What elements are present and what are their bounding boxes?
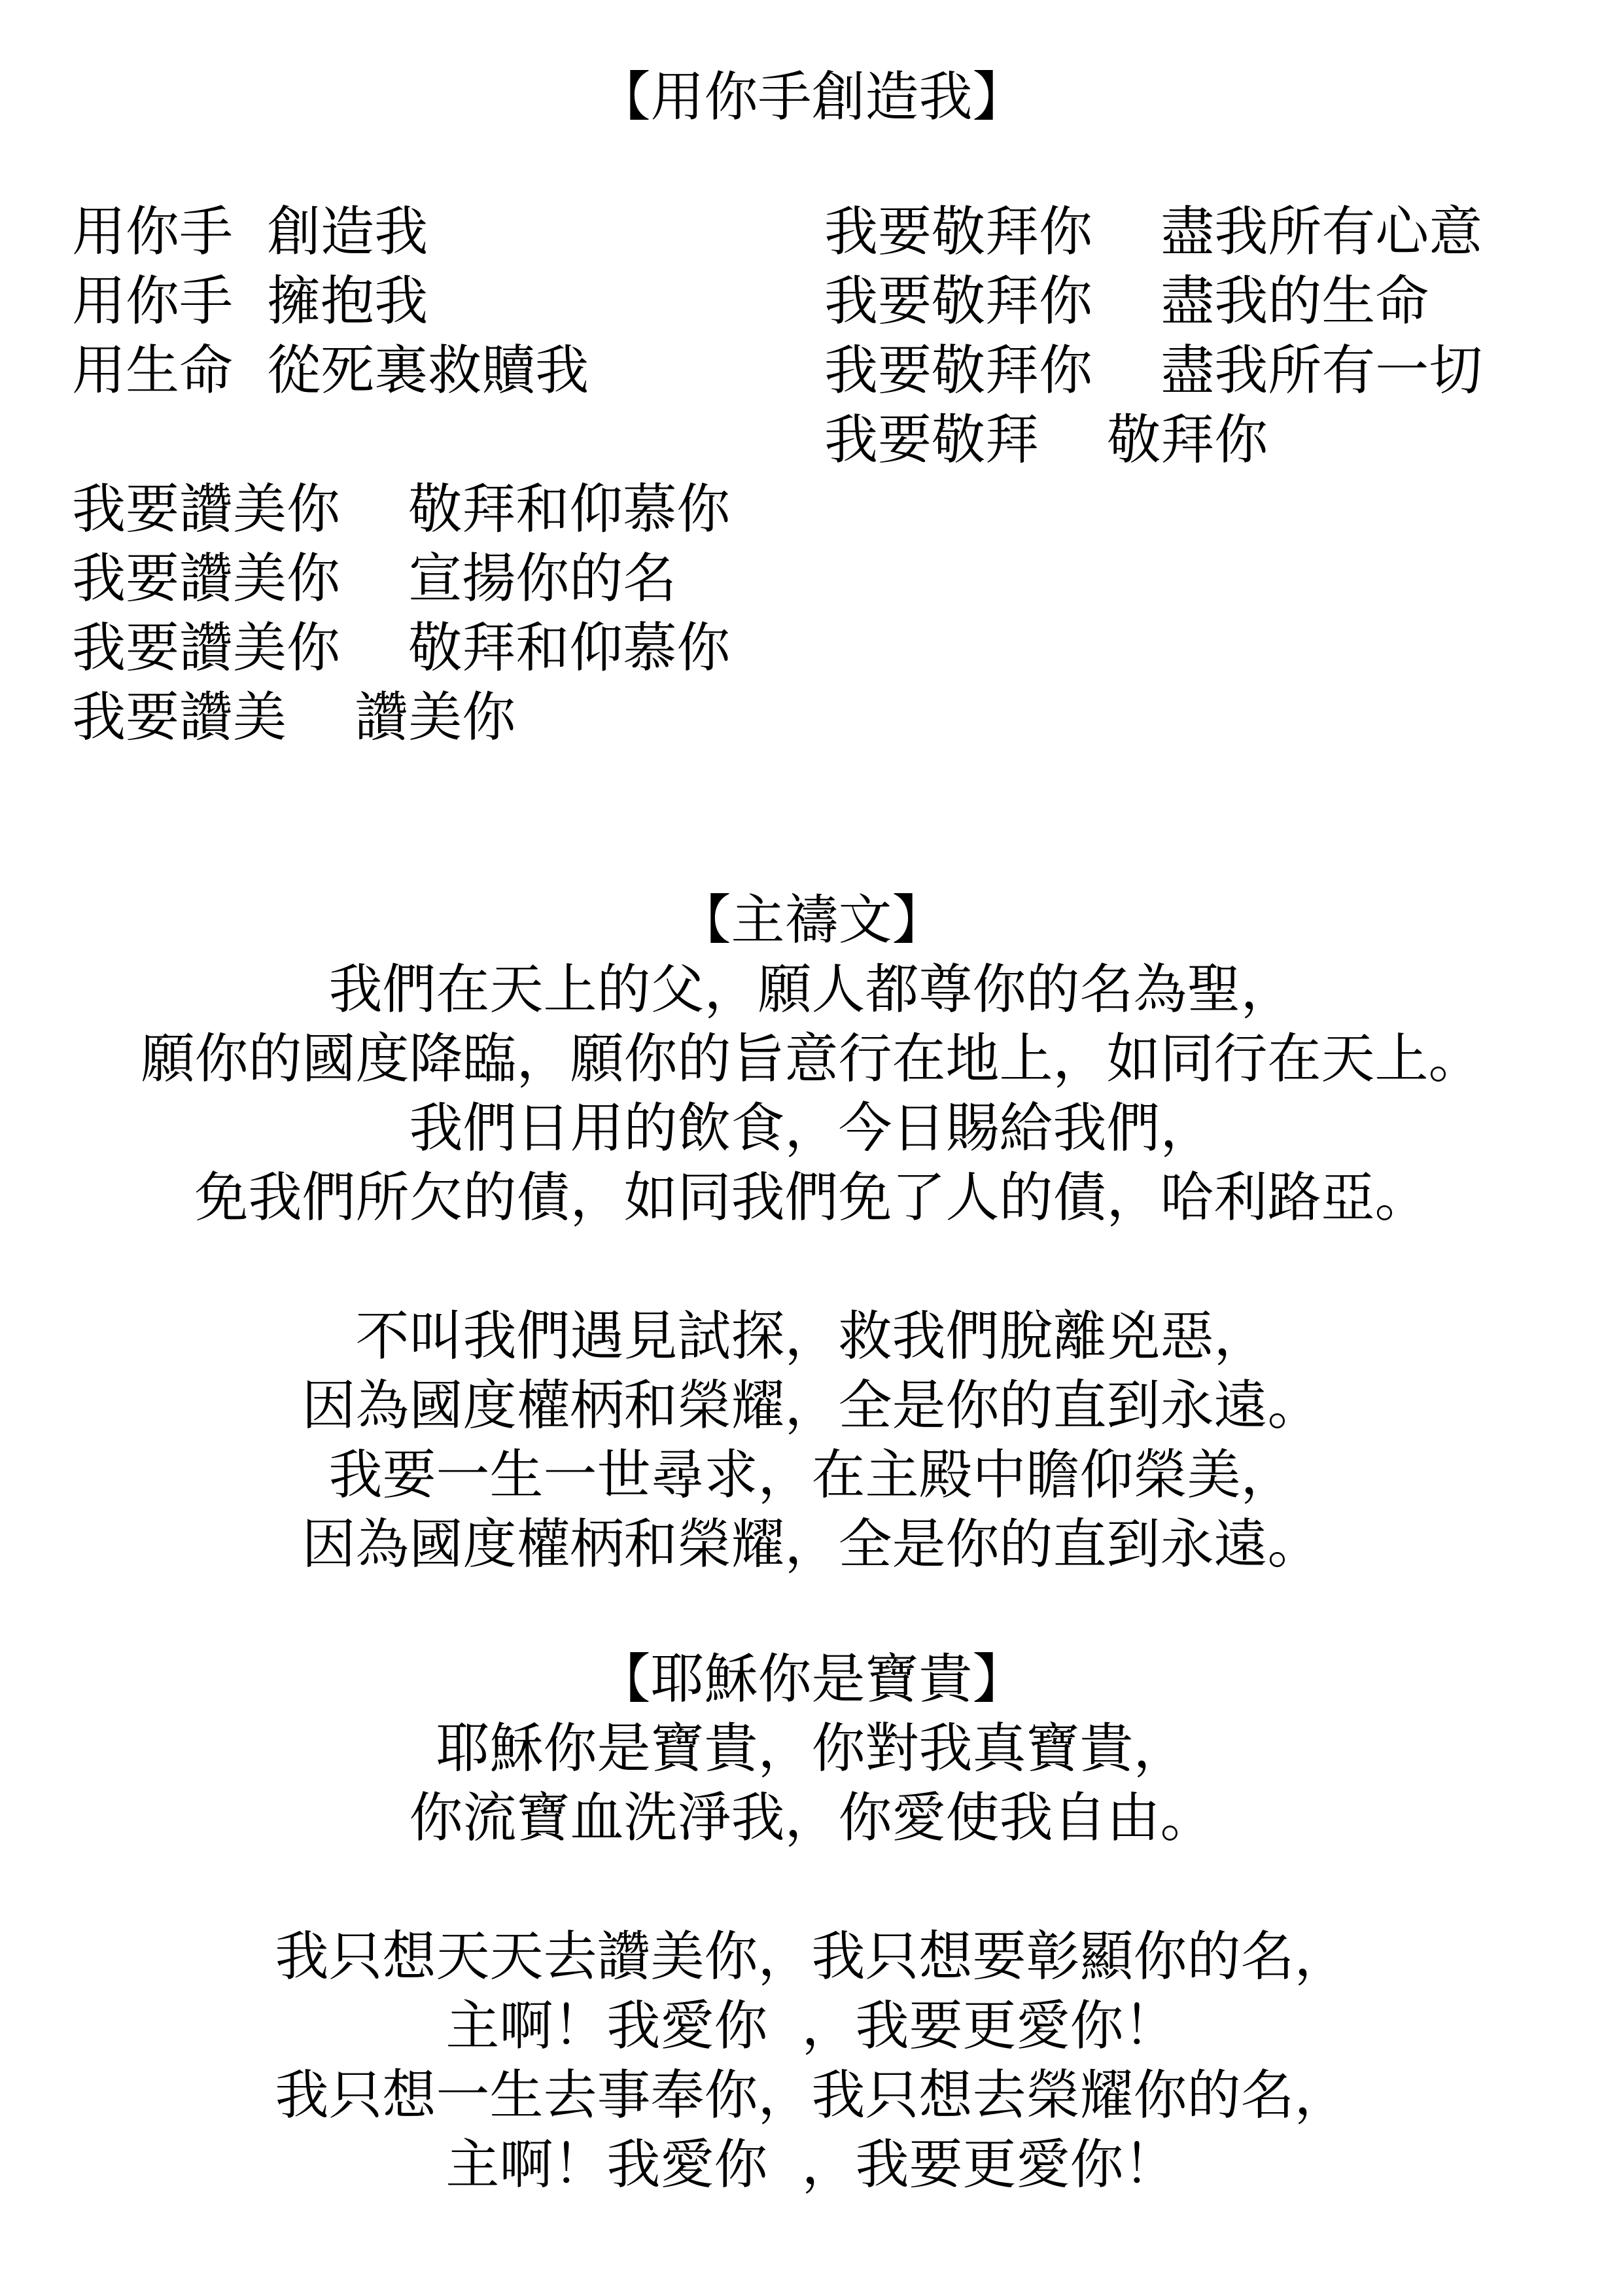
- song1-left-line: 我要讚美你 敬拜和仰慕你: [72, 478, 731, 540]
- song2-line: 免我們所欠的債，如同我們免了人的債，哈利路亞。: [194, 1167, 1429, 1229]
- song1-right-line: 我要敬拜 敬拜你: [824, 409, 1268, 471]
- song1-left-line: 用你手 創造我: [72, 201, 428, 263]
- song1-right-line: 我要敬拜你 盡我所有一切: [824, 340, 1483, 402]
- song3-line: 主啊！我愛你 ，我要更愛你！: [445, 1995, 1178, 2057]
- song3-line: 你流寶血洗淨我，你愛使我自由。: [409, 1787, 1214, 1849]
- song3-line: 我只想天天去讚美你，我只想要彰顯你的名，: [275, 1926, 1348, 1988]
- song2-line: 因為國度權柄和榮耀，全是你的直到永遠。: [302, 1513, 1321, 1576]
- song3-line: 主啊！我愛你 ，我要更愛你！: [445, 2134, 1178, 2196]
- song2-title: 【主禱文】: [677, 889, 946, 951]
- song3-line: 耶穌你是寶貴，你對我真寶貴，: [436, 1718, 1187, 1780]
- song2-line: 我們日用的飲食，今日賜給我們，: [409, 1097, 1214, 1159]
- song2-line: 願你的國度降臨，願你的旨意行在地上，如同行在天上。: [141, 1028, 1482, 1090]
- song2-line: 不叫我們遇見試探，救我們脫離兇惡，: [355, 1305, 1268, 1368]
- song1-left-line: 用生命 從死裏救贖我: [72, 340, 589, 402]
- song2-line: 我們在天上的父，願人都尊你的名為聖，: [328, 959, 1295, 1021]
- song1-left-line: 用你手 擁抱我: [72, 270, 428, 332]
- song2-line: 因為國度權柄和榮耀，全是你的直到永遠。: [302, 1375, 1321, 1437]
- song3-line: 我只想一生去事奉你，我只想去榮耀你的名，: [275, 2064, 1348, 2127]
- song1-right-line: 我要敬拜你 盡我所有心意: [824, 201, 1483, 263]
- song1-left-line: 我要讚美你 敬拜和仰慕你: [72, 617, 731, 679]
- song3-title: 【耶穌你是寶貴】: [597, 1648, 1026, 1710]
- song1-left-line: 我要讚美你 宣揚你的名: [72, 548, 677, 610]
- song1-right-line: 我要敬拜你 盡我的生命: [824, 270, 1429, 332]
- song2-line: 我要一生一世尋求，在主殿中瞻仰榮美，: [328, 1444, 1295, 1506]
- song1-left-line: 我要讚美 讚美你: [72, 686, 516, 749]
- song1-title: 【用你手創造我】: [597, 66, 1026, 128]
